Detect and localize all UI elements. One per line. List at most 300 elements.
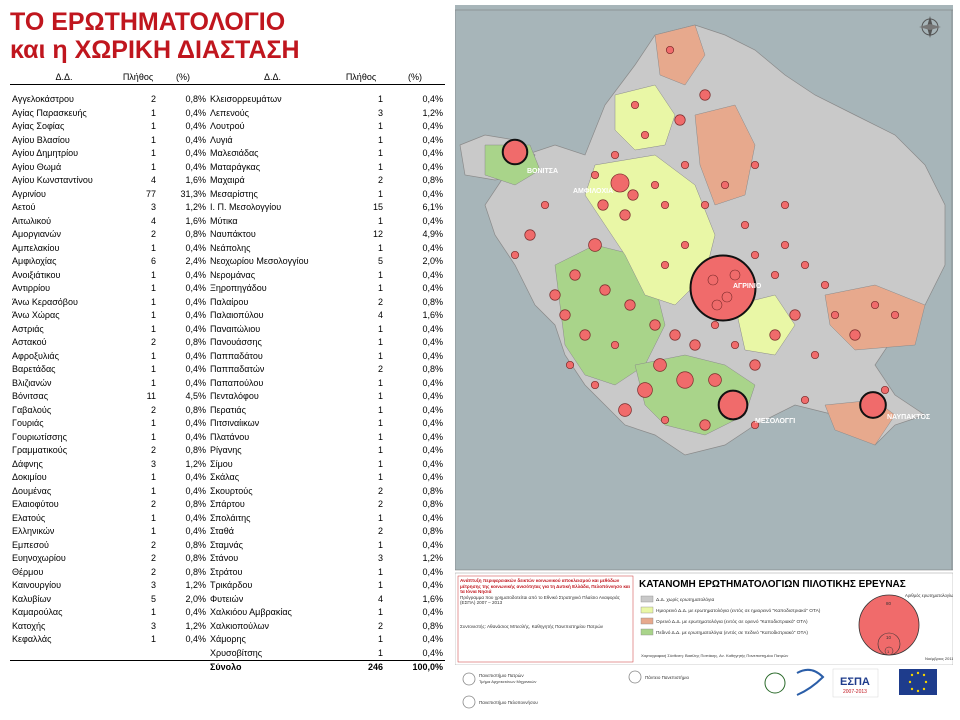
cell-count: 1 (377, 580, 383, 590)
cell-pct: 0,8% (422, 364, 443, 374)
questionnaire-bubble (821, 281, 828, 288)
cell-dd-name: Σταμνάς (210, 539, 243, 550)
label-amfilochia: ΑΜΦΙΛΟΧΙΑ (573, 188, 614, 195)
cell-pct: 0,4% (422, 418, 443, 428)
cell-dd-name: Φυτειών (210, 593, 244, 604)
cell-dd-name: Νεάπολης (210, 242, 251, 253)
questionnaire-bubble (701, 201, 708, 208)
espa-text: ΕΣΠΑ (840, 676, 870, 688)
cell-pct: 0,4% (422, 242, 443, 253)
cell-count: 3 (150, 458, 156, 469)
questionnaire-bubble (560, 310, 570, 320)
cell-pct: 0,4% (185, 431, 206, 442)
legend-panel (455, 573, 953, 665)
questionnaire-bubble (625, 300, 635, 310)
label-vonitsa: ΒΟΝΙΤΣΑ (527, 168, 559, 175)
cell-pct: 1,6% (185, 175, 206, 185)
questionnaire-bubble (650, 320, 660, 330)
cell-pct: 0,4% (422, 121, 443, 131)
cell-count: 4 (377, 310, 383, 320)
cell-count: 1 (377, 566, 383, 577)
cell-count: 1 (150, 269, 156, 280)
cell-dd-name: Κατοχής (12, 620, 46, 631)
cell-dd-name: Αγίου Δημητρίου (12, 148, 79, 158)
cell-count: 1 (377, 134, 383, 145)
questionnaire-bubble (770, 330, 780, 340)
cell-pct: 0,4% (422, 269, 443, 280)
cell-dd-name: Σκάλας (210, 472, 240, 482)
cell-count: 1 (377, 94, 383, 104)
cell-count: 1 (377, 539, 383, 550)
total-spacer (118, 661, 158, 675)
table-row (10, 323, 445, 337)
bubble-legend-label-10: 10 (886, 635, 892, 640)
cell-pct: 0,4% (185, 634, 206, 644)
table-row (10, 120, 445, 134)
cell-count: 1 (150, 418, 156, 428)
table-total-row (10, 661, 445, 675)
cell-dd-name: Αμοργιανών (12, 229, 62, 239)
cell-count: 1 (377, 242, 383, 253)
project-team: Συντονιστής: Αθανάσιος Μπεσλής, Καθηγητής Πανεπιστημίου Πατρών (460, 623, 604, 629)
cell-dd-name: Βλιζιανών (12, 377, 52, 388)
cell-pct: 0,4% (422, 161, 443, 172)
map-svg (455, 5, 953, 715)
table-row (10, 228, 445, 242)
cell-count: 1 (150, 512, 156, 523)
label-nafpaktos: ΝΑΥΠΑΚΤΟΣ (887, 414, 931, 421)
cell-dd-name: Σπάρτου (210, 499, 245, 509)
table-row (10, 107, 445, 121)
cell-dd-name: Χάμορης (210, 634, 246, 644)
questionnaire-bubble (566, 361, 573, 368)
questionnaire-bubble (731, 341, 738, 348)
questionnaire-bubble (781, 241, 788, 248)
questionnaire-bubble (600, 285, 610, 295)
cell-dd-name: Αντιρρίου (12, 283, 51, 293)
cell-count: 1 (377, 377, 383, 388)
cell-count: 1 (150, 485, 156, 496)
cell-count: 1 (377, 472, 383, 482)
cell-count: 15 (372, 202, 383, 212)
cell-pct: 31,3% (180, 188, 206, 199)
cell-dd-name: Ρίγανης (210, 445, 242, 455)
cell-pct: 0,4% (185, 418, 206, 428)
legend-label-plain: Πεδινό Δ.Δ. με ερωτηματολόγια (εντός σε πεδινό "Καποδιστριακό" ΟΤΑ) (656, 631, 808, 636)
cell-dd-name: Αστριάς (12, 323, 44, 334)
table-row (10, 147, 445, 161)
cell-count: 1 (150, 526, 156, 536)
cell-dd-name: Λυγιά (210, 134, 233, 145)
cell-pct: 0,4% (185, 364, 206, 374)
cell-dd-name: Δάφνης (12, 458, 43, 469)
cell-dd-name: Χαλκιόου Αμβρακίας (210, 607, 292, 617)
table-row (10, 377, 445, 391)
questionnaire-bubble (771, 271, 778, 278)
bubble-legend-label-1: 1 (887, 649, 890, 654)
cell-count: 2 (150, 404, 156, 415)
cell-count: 1 (150, 107, 156, 118)
cell-count: 1 (150, 607, 156, 617)
cell-pct (158, 647, 208, 661)
header-count-left: Πλήθος (118, 70, 158, 85)
questionnaire-bubble (611, 341, 618, 348)
cell-dd-name: Παπαπούλου (210, 377, 264, 388)
questionnaire-bubble (511, 251, 518, 258)
questionnaire-bubble (891, 311, 898, 318)
questionnaire-bubble (611, 174, 629, 192)
title-line-2: και η ΧΩΡΙΚΗ ΔΙΑΣΤΑΣΗ (10, 36, 300, 64)
cell-count: 1 (377, 337, 383, 347)
cell-count: 2 (150, 229, 156, 239)
cell-count: 1 (150, 296, 156, 307)
cell-pct: 0,8% (185, 566, 206, 577)
cell-pct: 0,4% (185, 310, 206, 320)
table-body (10, 85, 445, 675)
cell-count: 1 (150, 364, 156, 374)
cell-pct: 1,2% (185, 458, 206, 469)
questionnaire-bubble (681, 161, 688, 168)
cell-pct: 0,4% (185, 323, 206, 334)
cell-pct: 0,4% (185, 526, 206, 536)
cell-dd-name: Αγίου Κωνσταντίνου (12, 175, 93, 185)
questionnaire-bubble (751, 161, 758, 168)
header-pct-left: (%) (158, 70, 208, 85)
cell-pct: 0,8% (185, 499, 206, 509)
questionnaire-bubble (631, 101, 638, 108)
cell-dd-name: Ματαράγκας (210, 161, 261, 172)
cell-dd-name: Παλαιοπύλου (210, 310, 264, 320)
cell-count: 1 (377, 188, 383, 199)
questionnaire-bubble (700, 90, 710, 100)
cell-count: 1 (377, 512, 383, 523)
cell-dd-name: Καμαρούλας (12, 607, 63, 617)
cell-dd-name: Άνω Κερασόβου (12, 296, 78, 307)
cell-dd-name: Εμπεσού (12, 539, 49, 550)
cell-pct: 0,4% (422, 188, 443, 199)
univ-patras-text: Πανεπιστήμιο Πατρών (479, 673, 524, 678)
cell-dd-name: Βαρετάδας (12, 364, 56, 374)
cell-pct: 1,6% (185, 215, 206, 226)
cell-count: 2 (150, 553, 156, 563)
questionnaire-bubble (801, 261, 808, 268)
cell-count: 1 (150, 377, 156, 388)
cell-pct: 0,4% (422, 134, 443, 145)
univ-pel-logo-icon (463, 696, 475, 708)
header-dd-left: Δ.Δ. (10, 70, 118, 85)
cell-dd-name: Τρικάρδου (210, 580, 253, 590)
cell-count: 1 (377, 269, 383, 280)
questionnaire-bubble (709, 374, 722, 387)
questionnaire-bubble (700, 420, 710, 430)
cell-pct: 0,4% (422, 472, 443, 482)
cell-pct: 0,8% (422, 175, 443, 185)
cell-pct: 0,4% (422, 431, 443, 442)
table-row (10, 593, 445, 607)
cell-pct: 0,4% (185, 107, 206, 118)
questionnaire-bubble (751, 251, 758, 258)
cell-pct: 0,8% (185, 539, 206, 550)
questionnaire-bubble (675, 115, 685, 125)
questionnaire-bubble (722, 292, 732, 302)
cell-pct: 0,4% (422, 94, 443, 104)
project-funding: Πρόγραμμα που χρηματοδοτείται από το Εθνικό Στρατηγικό Πλαίσιο Αναφοράς (ΕΣΠΑ) 2007 – 2013 (460, 594, 620, 606)
questionnaire-bubble (677, 372, 694, 389)
cell-count: 1 (150, 148, 156, 158)
cell-count: 3 (377, 553, 383, 563)
legend-label-nodata: Δ.Δ. χωρίς ερωτηματολόγια (656, 598, 715, 603)
cell-dd-name: Σίμου (210, 458, 233, 469)
cell-dd-name: Κλεισορρευμάτων (210, 94, 282, 104)
questionnaire-bubble (811, 351, 818, 358)
cell-dd-name: Αγγελοκάστρου (12, 94, 74, 104)
cell-count: 2 (377, 526, 383, 536)
cell-count: 1 (377, 121, 383, 131)
cell-pct: 0,8% (185, 445, 206, 455)
legend-item-nodata (641, 596, 714, 603)
cell-count: 11 (146, 391, 156, 401)
cell-count: 77 (145, 188, 156, 199)
table-row (10, 269, 445, 283)
cell-dd-name: Αγίου Βλασίου (12, 134, 70, 145)
cell-count: 1 (150, 634, 156, 644)
table-row (10, 215, 445, 229)
table-row (10, 606, 445, 620)
cell-pct: 0,8% (185, 94, 206, 104)
table-row (10, 350, 445, 364)
legend-item-mountain (641, 618, 808, 625)
univ-athens-text: Πάντειο Πανεπιστήμιο (645, 675, 690, 680)
questionnaire-bubble (741, 221, 748, 228)
cell-count: 3 (377, 107, 383, 118)
cell-dd-name: Άνω Χώρας (12, 310, 60, 320)
cell-dd-name: Ελληνικών (12, 526, 55, 536)
legend-item-plain (641, 629, 808, 636)
cell-dd-name: Παππαδάτου (210, 350, 263, 361)
total-count: 246 (337, 661, 385, 675)
cell-pct: 0,4% (185, 161, 206, 172)
cell-count: 1 (377, 323, 383, 334)
cell-pct: 4,9% (422, 229, 443, 239)
table-row (10, 201, 445, 215)
label-mesolongi: ΜΕΣΟΛΟΓΓΙ (755, 418, 796, 425)
questionnaire-bubble (666, 46, 673, 53)
table-row (10, 188, 445, 202)
cell-count: 2 (150, 539, 156, 550)
cell-dd-name: Ελαιοφύτου (12, 499, 59, 509)
cell-pct: 0,4% (422, 445, 443, 455)
cell-pct: 0,8% (422, 485, 443, 496)
cell-pct: 0,4% (422, 512, 443, 523)
cell-pct: 1,2% (422, 107, 443, 118)
table-row (10, 431, 445, 445)
cell-pct: 0,4% (185, 607, 206, 617)
project-title: Ανάπτυξη περιφερειακών δεικτών κοινωνικού αποκλεισμού και μεθόδων μέτρησης της κοινωνικής ανισότητας για τη Δυτική Ελλάδα, Πελοπόννησο και τα Ιόνια Νησιά (460, 578, 630, 595)
cell-pct: 0,4% (185, 242, 206, 253)
cell-pct: 0,4% (185, 134, 206, 145)
cell-count: 1 (377, 634, 383, 644)
cell-pct: 0,8% (422, 526, 443, 536)
legend-item-semi (641, 607, 821, 614)
cell-count: 1 (150, 134, 156, 145)
table-row (10, 458, 445, 472)
cell-dd-name: Λεπενούς (210, 107, 250, 118)
questionnaire-bubble (638, 383, 653, 398)
cell-dd-name: Παλαίρου (210, 296, 249, 307)
table-row (10, 363, 445, 377)
cell-count: 2 (377, 499, 383, 509)
cell-pct: 0,4% (422, 539, 443, 550)
cell-count: 1 (150, 161, 156, 172)
cell-count: 1 (150, 323, 156, 334)
table-row (10, 404, 445, 418)
cell-pct: 0,4% (185, 269, 206, 280)
table-row (10, 390, 445, 404)
project-text (460, 578, 631, 660)
table-row (10, 647, 445, 661)
table-row (10, 282, 445, 296)
questionnaire-bubble (541, 201, 548, 208)
table-row (10, 174, 445, 188)
table-row (10, 255, 445, 269)
cell-pct: 0,8% (185, 404, 206, 415)
cell-pct: 2,0% (422, 256, 443, 266)
cell-dd-name: Παππαδατών (210, 364, 265, 374)
cell-dd-name: Μεσαρίστης (210, 188, 258, 199)
espa-years: 2007-2013 (843, 689, 867, 695)
label-agrinio: ΑΓΡΙΝΙΟ (733, 283, 762, 290)
cell-dd-name: Ελατούς (12, 512, 46, 523)
cell-dd-name: Γουριάς (12, 418, 44, 428)
cell-dd-name: Αετού (12, 202, 36, 212)
table-row (10, 539, 445, 553)
questionnaire-bubble (580, 330, 590, 340)
questionnaire-bubble (654, 359, 667, 372)
cell-count: 1 (377, 607, 383, 617)
questionnaire-bubble (721, 181, 728, 188)
cell-pct: 0,4% (422, 391, 443, 401)
questionnaire-bubble (670, 330, 680, 340)
questionnaire-bubble (831, 311, 838, 318)
map-date: Νοέμβριος 2011 (925, 656, 953, 661)
table-row (10, 296, 445, 310)
table-row (10, 498, 445, 512)
cell-count: 4 (150, 175, 156, 185)
cell-dd-name: Σταθά (210, 526, 234, 536)
cell-dd-name: Μαλεσιάδας (210, 148, 259, 158)
cell-dd-name: Κεφαλλάς (12, 634, 52, 644)
cell-count: 1 (377, 445, 383, 455)
cell-dd-name: Ξηροπηγάδου (210, 283, 267, 293)
cell-dd-name (10, 647, 118, 661)
table-row (10, 161, 445, 175)
cell-dd-name: Γουριωτίσσης (12, 431, 67, 442)
cell-count: 1 (377, 391, 383, 401)
questionnaire-bubble (503, 140, 528, 165)
total-pct: 100,0% (385, 661, 445, 675)
cell-dd-name: Αγίας Παρασκευής (12, 107, 87, 118)
legend-label-mountain: Ορεινό Δ.Δ. με ερωτηματολόγια (εντός σε ορεινό "Καποδιστριακό" ΟΤΑ) (656, 620, 808, 625)
cell-pct: 1,2% (422, 553, 443, 563)
questionnaire-bubble (641, 131, 648, 138)
cell-dd-name: Αγίας Σοφίας (12, 121, 65, 131)
table-row (10, 552, 445, 566)
cell-count: 5 (150, 593, 156, 604)
cell-dd-name: Μαχαιρά (210, 175, 245, 185)
cell-dd-name: Ι. Π. Μεσολογγίου (210, 202, 282, 212)
cell-dd-name: Μύτικα (210, 215, 238, 226)
cell-dd-name: Στάνου (210, 553, 239, 563)
cell-pct: 6,1% (422, 202, 443, 212)
cell-count: 1 (377, 458, 383, 469)
questionnaire-bubble (591, 171, 598, 178)
questionnaire-bubble (611, 151, 618, 158)
total-spacer (10, 661, 118, 675)
cell-pct: 0,4% (422, 337, 443, 347)
cell-dd-name: Παναιτώλιου (210, 323, 261, 334)
cell-pct: 4,5% (185, 391, 206, 401)
cell-dd-name: Πενταλόφου (210, 391, 259, 401)
questionnaire-bubble (598, 200, 608, 210)
questionnaire-bubble (661, 261, 668, 268)
cell-count: 1 (150, 431, 156, 442)
questionnaire-bubble (591, 381, 598, 388)
cell-pct: 0,8% (185, 553, 206, 563)
questionnaire-bubble (550, 290, 560, 300)
cell-pct: 1,2% (185, 620, 206, 631)
cell-pct: 0,8% (422, 620, 443, 631)
cell-dd-name: Πλατάνου (210, 431, 250, 442)
cell-pct: 0,4% (185, 121, 206, 131)
cell-count: 1 (377, 404, 383, 415)
questionnaire-bubble (620, 210, 630, 220)
cell-pct: 0,8% (185, 337, 206, 347)
univ-athens-logo-icon (629, 671, 641, 683)
questionnaire-bubble (661, 201, 668, 208)
cell-pct: 0,4% (422, 377, 443, 388)
cell-dd-name: Γραμματικούς (12, 445, 68, 455)
cell-dd-name: Νεοχωρίου Μεσολογγίου (210, 256, 309, 266)
hellenic-emblem-icon (765, 673, 785, 693)
table-row (10, 566, 445, 580)
title-line-1: ΤΟ ΕΡΩΤΗΜΑΤΟΛΟΓΙΟ (10, 8, 286, 36)
cell-count: 12 (372, 229, 383, 239)
cell-count: 1 (150, 283, 156, 293)
cell-count: 2 (150, 499, 156, 509)
header-count-right: Πλήθος (337, 70, 385, 85)
cell-dd-name: Αγίου Θωμά (12, 161, 62, 172)
table-row (10, 485, 445, 499)
cell-dd-name: Αφροξυλιάς (12, 350, 59, 361)
cell-dd-name: Θέρμου (12, 566, 44, 577)
table-row (10, 579, 445, 593)
cell-count: 3 (150, 580, 156, 590)
cell-count: 1 (377, 418, 383, 428)
cell-count: 3 (150, 620, 156, 631)
total-spacer (158, 661, 208, 675)
cell-count: 6 (150, 256, 156, 266)
cell-count: 1 (377, 215, 383, 226)
table-row (10, 134, 445, 148)
table-row (10, 444, 445, 458)
cell-pct: 0,4% (422, 566, 443, 577)
questionnaire-bubble (525, 230, 535, 240)
bubble-legend-label-80: 80 (886, 601, 892, 606)
cell-pct: 0,8% (185, 229, 206, 239)
questionnaire-bubble (589, 239, 602, 252)
cell-pct: 1,6% (422, 593, 443, 604)
questionnaire-bubble (850, 330, 860, 340)
